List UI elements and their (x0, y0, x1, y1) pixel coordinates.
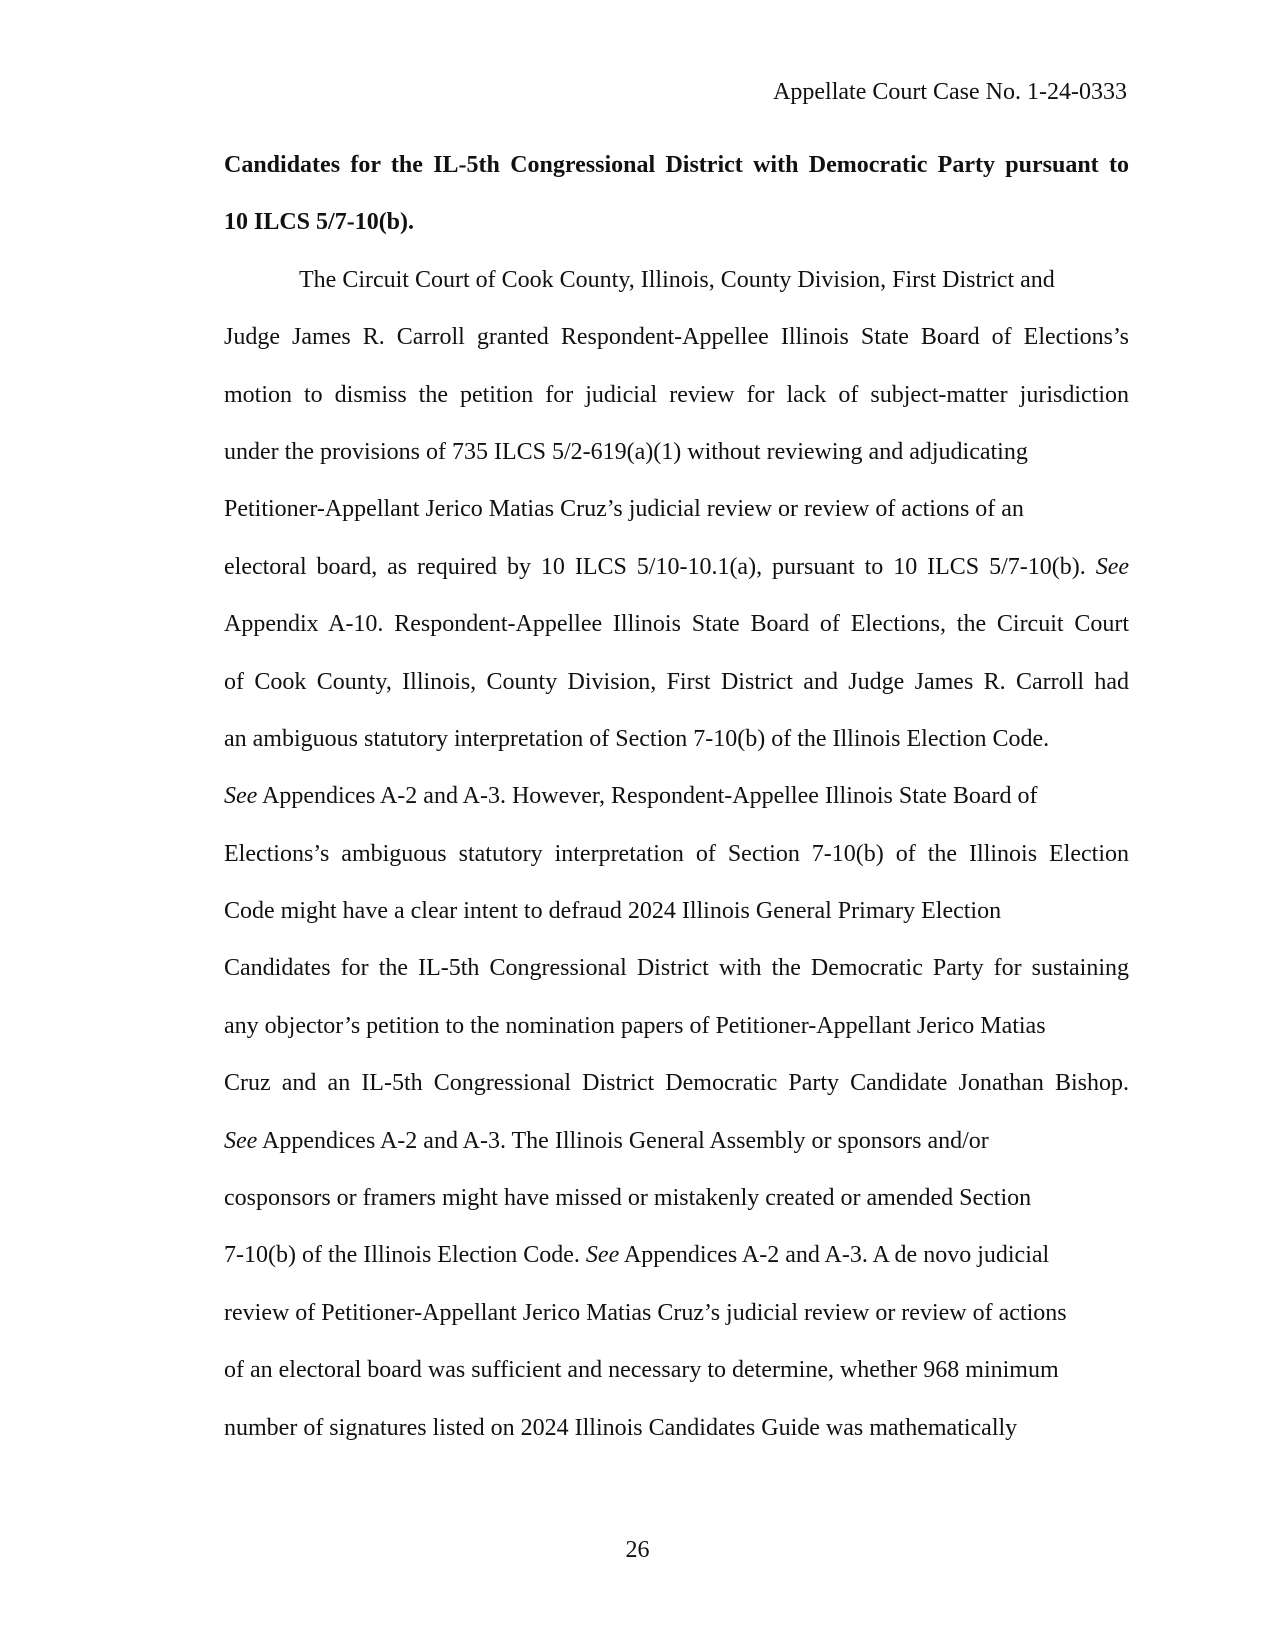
paragraph-line-18 (224, 1235, 1129, 1292)
paragraph-line-8: of Cook County, Illinois, County Division, First District and Judge James R. Carroll had (224, 668, 1129, 695)
paragraph-line-10 (224, 776, 1129, 833)
paragraph-line-15: Cruz and an IL-5th Congressional District Democratic Party Candidate Jonathan Bishop. (224, 1070, 1129, 1097)
see-citation-3: See (224, 1127, 258, 1154)
paragraph-line-13: Candidates for the IL-5th Congressional District with the Democratic Party for sustaining (224, 955, 1129, 982)
paragraph-line-12: Code might have a clear intent to defraud 2024 Illinois General Primary Election (224, 898, 1002, 925)
paragraph-line-11: Elections’s ambiguous statutory interpretation of Section 7-10(b) of the Illinois Election (224, 840, 1129, 867)
paragraph-line-20: of an electoral board was sufficient and necessary to determine, whether 968 minimum (224, 1357, 1059, 1384)
paragraph-line-7: Appendix A-10. Respondent-Appellee Illinois State Board of Elections, the Circuit Court (224, 611, 1129, 638)
paragraph-line-6-text: electoral board, as required by 10 ILCS 5/10-10.1(a), pursuant to 10 ILCS 5/7-10(b). (224, 553, 1086, 580)
paragraph-line-18-text-b: Appendices A-2 and A-3. A de novo judicial (623, 1242, 1050, 1269)
paragraph-line-16-text: Appendices A-2 and A-3. The Illinois General Assembly or sponsors and/or (262, 1127, 989, 1154)
paragraph-line-2: Judge James R. Carroll granted Respondent-Appellee Illinois State Board of Elections’s (224, 324, 1129, 351)
paragraph-line-4: under the provisions of 735 ILCS 5/2-619(a)(1) without reviewing and adjudicating (224, 438, 1028, 465)
paragraph-line-10-text: Appendices A-2 and A-3. However, Respondent-Appellee Illinois State Board of (262, 783, 1038, 810)
paragraph-line-17: cosponsors or framers might have missed or mistakenly created or amended Section (224, 1185, 1032, 1212)
see-citation-1: See (1095, 553, 1130, 580)
case-number-header: Appellate Court Case No. 1-24-0333 (773, 79, 1127, 105)
heading-line-1: Candidates for the IL-5th Congressional District with Democratic Party pursuant to (224, 152, 1129, 178)
paragraph-line-1: The Circuit Court of Cook County, Illinois, County Division, First District and (299, 266, 1055, 293)
see-citation-2: See (224, 783, 258, 810)
paragraph-line-5: Petitioner-Appellant Jerico Matias Cruz’s judicial review or review of actions of an (224, 496, 1024, 523)
paragraph-line-19: review of Petitioner-Appellant Jerico Matias Cruz’s judicial review or review of actions (224, 1299, 1067, 1326)
paragraph-line-9: an ambiguous statutory interpretation of Section 7-10(b) of the Illinois Election Code. (224, 725, 1050, 752)
see-citation-4: See (585, 1242, 620, 1269)
paragraph-line-3: motion to dismiss the petition for judicial review for lack of subject-matter jurisdiction (224, 381, 1129, 408)
paragraph-line-14: any objector’s petition to the nomination papers of Petitioner-Appellant Jerico Matias (224, 1012, 1046, 1039)
heading-line-2: 10 ILCS 5/7-10(b). (224, 209, 415, 236)
paragraph-line-21: number of signatures listed on 2024 Illinois Candidates Guide was mathematically (224, 1414, 1018, 1441)
document-body (224, 145, 1129, 1465)
paragraph-line-16 (224, 1121, 1129, 1178)
page-number: 26 (625, 1537, 650, 1563)
paragraph-line-18-text-a: 7-10(b) of the Illinois Election Code. (224, 1242, 580, 1269)
paragraph-line-6 (224, 547, 1129, 604)
